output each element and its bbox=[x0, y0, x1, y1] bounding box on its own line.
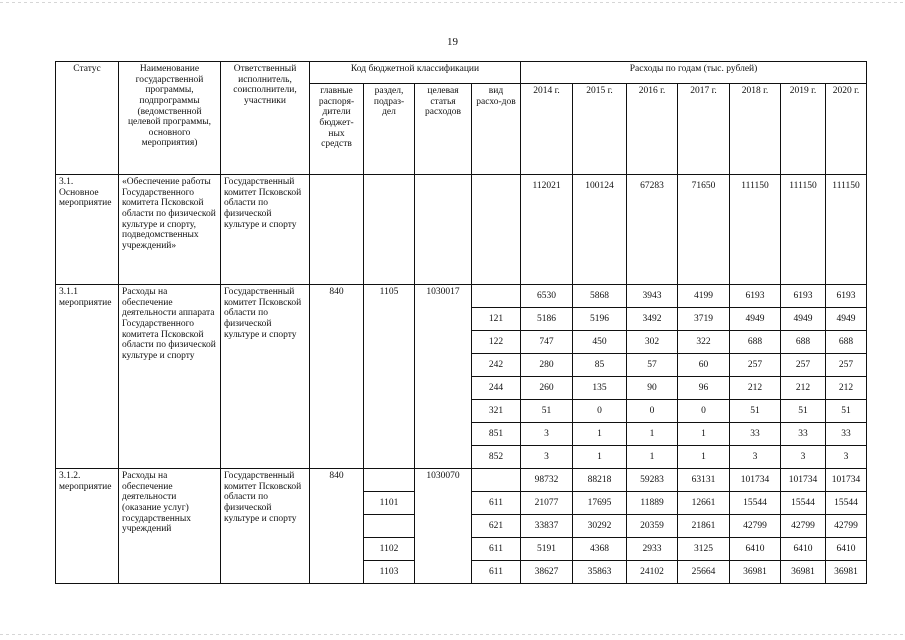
value-cell: 85 bbox=[573, 354, 627, 377]
budget-table bbox=[55, 61, 867, 584]
executor-cell: Государственный комитет Псковской области по физической культуре и спорту bbox=[221, 175, 310, 285]
value-cell: 0 bbox=[573, 400, 627, 423]
value-cell: 101734 bbox=[730, 469, 781, 492]
value-cell: 747 bbox=[521, 331, 573, 354]
value-cell: 1 bbox=[573, 446, 627, 469]
value-cell: 67283 bbox=[627, 175, 678, 285]
value-cell: 688 bbox=[781, 331, 826, 354]
value-cell: 24102 bbox=[627, 561, 678, 584]
value-cell: 15544 bbox=[781, 492, 826, 515]
value-cell: 33 bbox=[781, 423, 826, 446]
razdel-cell bbox=[364, 175, 415, 285]
status-cell: 3.1.2. мероприятие bbox=[56, 469, 119, 584]
value-cell: 212 bbox=[730, 377, 781, 400]
vr-cell: 242 bbox=[472, 354, 521, 377]
value-cell: 1 bbox=[678, 446, 730, 469]
header-expenses: Расходы по годам (тыс. рублей) bbox=[521, 62, 867, 84]
name-cell: «Обеспечение работы Государственного комитета Псковской области по физической культуре и спорту, подведомственных учреждений» bbox=[119, 175, 221, 285]
value-cell: 36981 bbox=[781, 561, 826, 584]
value-cell: 1 bbox=[573, 423, 627, 446]
value-cell: 111150 bbox=[826, 175, 867, 285]
value-cell: 111150 bbox=[730, 175, 781, 285]
value-cell: 6410 bbox=[826, 538, 867, 561]
razdel-cell: 1102 bbox=[364, 538, 415, 561]
value-cell: 71650 bbox=[678, 175, 730, 285]
vr-cell: 621 bbox=[472, 515, 521, 538]
value-cell: 88218 bbox=[573, 469, 627, 492]
value-cell: 302 bbox=[627, 331, 678, 354]
vr-cell bbox=[472, 469, 521, 492]
value-cell: 6410 bbox=[730, 538, 781, 561]
razdel-cell: 1103 bbox=[364, 561, 415, 584]
status-cell: 3.1. Основное мероприятие bbox=[56, 175, 119, 285]
value-cell: 4368 bbox=[573, 538, 627, 561]
value-cell: 111150 bbox=[781, 175, 826, 285]
page-number: 19 bbox=[447, 36, 458, 48]
value-cell: 3 bbox=[781, 446, 826, 469]
value-cell: 260 bbox=[521, 377, 573, 400]
value-cell: 2933 bbox=[627, 538, 678, 561]
value-cell: 688 bbox=[826, 331, 867, 354]
value-cell: 3 bbox=[730, 446, 781, 469]
table-row bbox=[56, 469, 867, 492]
cst-cell: 1030070 bbox=[415, 469, 472, 584]
value-cell: 5186 bbox=[521, 308, 573, 331]
razdel-cell: 1105 bbox=[364, 285, 415, 469]
header-vr: вид расхо-дов bbox=[472, 84, 521, 175]
header-year-2015: 2015 г. bbox=[573, 84, 627, 175]
value-cell: 688 bbox=[730, 331, 781, 354]
vr-cell: 122 bbox=[472, 331, 521, 354]
value-cell: 6530 bbox=[521, 285, 573, 308]
vr-cell bbox=[472, 175, 521, 285]
value-cell: 25664 bbox=[678, 561, 730, 584]
vr-cell: 611 bbox=[472, 492, 521, 515]
grbs-cell: 840 bbox=[310, 469, 364, 584]
table-row bbox=[56, 175, 867, 285]
razdel-cell: 1101 bbox=[364, 492, 415, 515]
value-cell: 51 bbox=[730, 400, 781, 423]
header-grbs: главные распоря-дители бюджет-ных средств bbox=[310, 84, 364, 175]
vr-cell: 321 bbox=[472, 400, 521, 423]
value-cell: 5191 bbox=[521, 538, 573, 561]
value-cell: 322 bbox=[678, 331, 730, 354]
vr-cell: 611 bbox=[472, 561, 521, 584]
value-cell: 42799 bbox=[730, 515, 781, 538]
header-cst: целевая статья расходов bbox=[415, 84, 472, 175]
value-cell: 5196 bbox=[573, 308, 627, 331]
value-cell: 11889 bbox=[627, 492, 678, 515]
vr-cell: 121 bbox=[472, 308, 521, 331]
grbs-cell bbox=[310, 175, 364, 285]
vr-cell: 244 bbox=[472, 377, 521, 400]
value-cell: 42799 bbox=[826, 515, 867, 538]
value-cell: 35863 bbox=[573, 561, 627, 584]
value-cell: 1 bbox=[627, 423, 678, 446]
value-cell: 4949 bbox=[826, 308, 867, 331]
scan-edge-top bbox=[0, 2, 905, 3]
value-cell: 1 bbox=[627, 446, 678, 469]
header-status: Статус bbox=[56, 62, 119, 175]
value-cell: 15544 bbox=[730, 492, 781, 515]
header-year-2014: 2014 г. bbox=[521, 84, 573, 175]
value-cell: 100124 bbox=[573, 175, 627, 285]
header-year-2020: 2020 г. bbox=[826, 84, 867, 175]
value-cell: 6193 bbox=[826, 285, 867, 308]
value-cell: 280 bbox=[521, 354, 573, 377]
value-cell: 3492 bbox=[627, 308, 678, 331]
vr-cell: 852 bbox=[472, 446, 521, 469]
value-cell: 96 bbox=[678, 377, 730, 400]
executor-cell: Государственный комитет Псковской области по физической культуре и спорту bbox=[221, 469, 310, 584]
value-cell: 4949 bbox=[730, 308, 781, 331]
value-cell: 257 bbox=[730, 354, 781, 377]
razdel-cell bbox=[364, 515, 415, 538]
value-cell: 6410 bbox=[781, 538, 826, 561]
value-cell: 36981 bbox=[730, 561, 781, 584]
value-cell: 257 bbox=[781, 354, 826, 377]
value-cell: 101734 bbox=[781, 469, 826, 492]
value-cell: 90 bbox=[627, 377, 678, 400]
value-cell: 42799 bbox=[781, 515, 826, 538]
value-cell: 450 bbox=[573, 331, 627, 354]
value-cell: 112021 bbox=[521, 175, 573, 285]
header-executor: Ответственный исполнитель, соисполнители, участники bbox=[221, 62, 310, 175]
value-cell: 30292 bbox=[573, 515, 627, 538]
cst-cell bbox=[415, 175, 472, 285]
value-cell: 20359 bbox=[627, 515, 678, 538]
value-cell: 0 bbox=[678, 400, 730, 423]
value-cell: 33837 bbox=[521, 515, 573, 538]
value-cell: 57 bbox=[627, 354, 678, 377]
status-cell: 3.1.1 мероприятие bbox=[56, 285, 119, 469]
name-cell: Расходы на обеспечение деятельности (оказание услуг) государственных учреждений bbox=[119, 469, 221, 584]
value-cell: 15544 bbox=[826, 492, 867, 515]
header-row-top bbox=[56, 62, 867, 84]
value-cell: 101734 bbox=[826, 469, 867, 492]
value-cell: 3 bbox=[521, 446, 573, 469]
value-cell: 257 bbox=[826, 354, 867, 377]
value-cell: 6193 bbox=[781, 285, 826, 308]
value-cell: 4199 bbox=[678, 285, 730, 308]
vr-cell: 851 bbox=[472, 423, 521, 446]
name-cell: Расходы на обеспечение деятельности аппарата Государственного комитета Псковской области по физической культуре и спорту bbox=[119, 285, 221, 469]
value-cell: 3943 bbox=[627, 285, 678, 308]
value-cell: 135 bbox=[573, 377, 627, 400]
header-name: Наименование государственной программы, подпрограммы (ведомственной целевой программы, основного мероприятия) bbox=[119, 62, 221, 175]
value-cell: 212 bbox=[781, 377, 826, 400]
header-razdel: раздел, подраз-дел bbox=[364, 84, 415, 175]
value-cell: 51 bbox=[521, 400, 573, 423]
value-cell: 51 bbox=[781, 400, 826, 423]
vr-cell: 611 bbox=[472, 538, 521, 561]
value-cell: 60 bbox=[678, 354, 730, 377]
value-cell: 3125 bbox=[678, 538, 730, 561]
header-year-2018: 2018 г. bbox=[730, 84, 781, 175]
value-cell: 51 bbox=[826, 400, 867, 423]
value-cell: 4949 bbox=[781, 308, 826, 331]
value-cell: 1 bbox=[678, 423, 730, 446]
value-cell: 0 bbox=[627, 400, 678, 423]
value-cell: 12661 bbox=[678, 492, 730, 515]
value-cell: 98732 bbox=[521, 469, 573, 492]
value-cell: 5868 bbox=[573, 285, 627, 308]
value-cell: 38627 bbox=[521, 561, 573, 584]
value-cell: 3719 bbox=[678, 308, 730, 331]
value-cell: 3 bbox=[826, 446, 867, 469]
value-cell: 3 bbox=[521, 423, 573, 446]
header-year-2019: 2019 г. bbox=[781, 84, 826, 175]
value-cell: 21077 bbox=[521, 492, 573, 515]
value-cell: 17695 bbox=[573, 492, 627, 515]
vr-cell bbox=[472, 285, 521, 308]
value-cell: 212 bbox=[826, 377, 867, 400]
value-cell: 59283 bbox=[627, 469, 678, 492]
value-cell: 33 bbox=[826, 423, 867, 446]
value-cell: 63131 bbox=[678, 469, 730, 492]
razdel-cell bbox=[364, 469, 415, 492]
value-cell: 21861 bbox=[678, 515, 730, 538]
header-year-2017: 2017 г. bbox=[678, 84, 730, 175]
scan-edge-bottom bbox=[0, 634, 905, 635]
grbs-cell: 840 bbox=[310, 285, 364, 469]
cst-cell: 1030017 bbox=[415, 285, 472, 469]
executor-cell: Государственный комитет Псковской области по физической культуре и спорту bbox=[221, 285, 310, 469]
header-year-2016: 2016 г. bbox=[627, 84, 678, 175]
value-cell: 36981 bbox=[826, 561, 867, 584]
value-cell: 33 bbox=[730, 423, 781, 446]
value-cell: 6193 bbox=[730, 285, 781, 308]
table-row bbox=[56, 285, 867, 308]
header-budget-code: Код бюджетной классификации bbox=[310, 62, 521, 84]
